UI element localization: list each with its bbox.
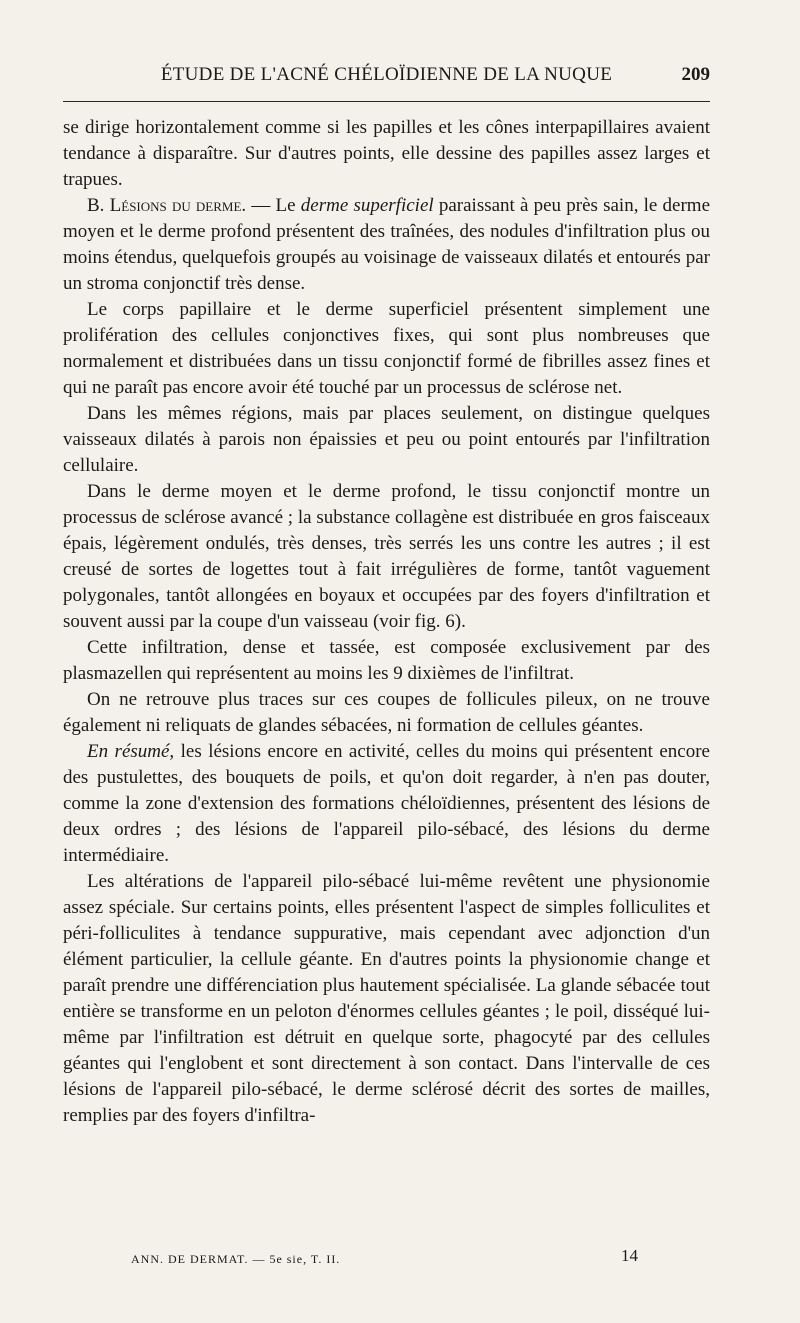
paragraph-text: — Le	[246, 195, 301, 216]
emphasis-text: En résumé,	[87, 741, 175, 762]
emphasis-text: derme superficiel	[300, 195, 434, 216]
section-letter: B.	[87, 195, 105, 216]
paragraph	[63, 479, 710, 635]
paragraph-text: Les altérations de l'appareil pilo-sébacé lui-même revêtent une physionomie assez spéciale. Sur certains points, elles présentent l'aspect de simples folliculites et péri-folliculites à tendance suppurative, mais cependant avec adjonction d'un élément particulier, la cellule géante. En d'autres points la physionomie change et paraît prendre une différenciation plus hautement spécialisée. La glande sébacée tout entière se transforme en un peloton d'énormes cellules géantes ; le poil, disséqué lui-même par l'infiltration est détruit en quelque sorte, phagocyté par des cellules géantes qui l'englobent et sont directement à son contact. Dans l'intervalle de ces lésions de l'appareil pilo-sébacé, le derme sclérosé décrit des sortes de mailles, remplies par des foyers d'infiltra-	[63, 871, 710, 1126]
paragraph-text: paraissant à peu près sain, le derme moyen et le derme profond présentent des traînées, des nodules d'infiltration plus ou moins étendus, quelquefois groupés au voisinage de vaisseaux dilatés et entourés par un stroma conjonctif très dense.	[63, 195, 711, 294]
page-footer	[131, 1246, 638, 1270]
running-title: ÉTUDE DE L'ACNÉ CHÉLOÏDIENNE DE LA NUQUE	[160, 64, 613, 85]
section-heading: Lésions du derme.	[109, 195, 247, 216]
paragraph	[63, 115, 710, 193]
paragraph	[63, 297, 710, 401]
paragraph-text: Dans le derme moyen et le derme profond, le tissu conjonctif montre un processus de sclérose avancé ; la substance collagène est distribuée en gros faisceaux épais, légèrement ondulés, très denses, très serrés les uns contre les autres ; il est creusé de sortes de logettes tout à fait irrégulières de forme, tantôt vaguement polygonales, tantôt allongées en boyaux et occupées par des foyers d'infiltration et souvent aussi par la coupe d'un vaisseau (voir fig. 6).	[63, 481, 710, 632]
paragraph-text: Dans les mêmes régions, mais par places seulement, on distingue quelques vaisseaux dilatés à parois non épaissies et peu ou point entourés par l'infiltration cellulaire.	[63, 403, 710, 476]
paragraph-text: Cette infiltration, dense et tassée, est composée exclusivement par des plasmazellen qui représentent au moins les 9 dixièmes de l'infiltrat.	[63, 637, 710, 684]
paragraph	[63, 635, 710, 687]
body-text	[63, 115, 710, 1129]
paragraph	[63, 869, 710, 1129]
header-rule	[63, 101, 710, 102]
paragraph-text: Le corps papillaire et le derme superficiel présentent simplement une prolifération des cellules conjonctives fixes, qui sont plus nombreuses que normalement et distribuées dans un tissu conjonctif formé de fibrilles assez fines et qui ne paraît pas encore avoir été touché par un processus de sclérose net.	[63, 299, 710, 398]
paragraph	[63, 687, 710, 739]
signature-mark: 14	[621, 1246, 638, 1265]
paragraph	[63, 739, 710, 869]
running-header	[63, 62, 710, 92]
paragraph-text: les lésions encore en activité, celles du moins qui présentent encore des pustulettes, des bouquets de poils, et qu'on doit regarder, à n'en pas douter, comme la zone d'extension des formations chéloïdiennes, présentent des lésions de deux ordres ; des lésions de l'appareil pilo-sébacé, des lésions du derme intermédiaire.	[63, 741, 710, 866]
journal-reference: ANN. DE DERMAT. — 5e sie, T. II.	[131, 1252, 341, 1266]
paragraph	[63, 401, 710, 479]
paragraph-text: On ne retrouve plus traces sur ces coupes de follicules pileux, on ne trouve également ni reliquats de glandes sébacées, ni formation de cellules géantes.	[63, 689, 710, 736]
page-number: 209	[681, 64, 710, 85]
paragraph	[63, 193, 710, 297]
paragraph-text: se dirige horizontalement comme si les papilles et les cônes interpapillaires avaient tendance à disparaître. Sur d'autres points, elle dessine des papilles assez larges et trapues.	[63, 117, 710, 190]
